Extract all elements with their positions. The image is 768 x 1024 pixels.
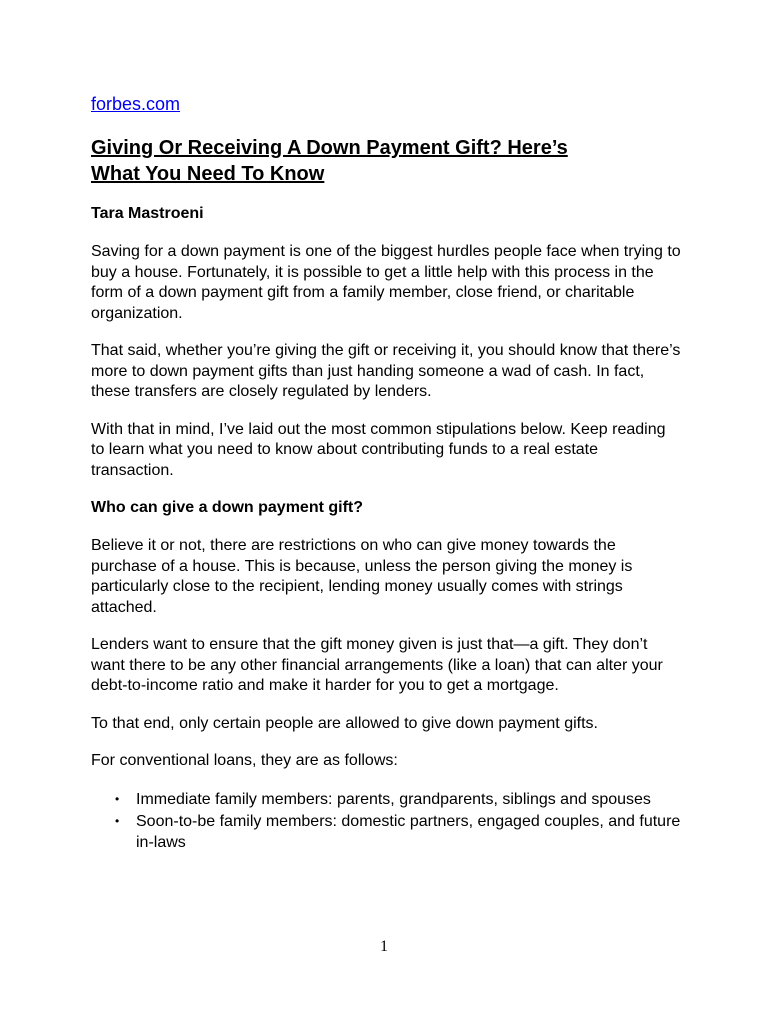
list-item-text: Soon-to-be family members: domestic partners, engaged couples, and future in-laws <box>136 812 681 851</box>
document-body <box>91 93 681 854</box>
source-link[interactable]: forbes.com <box>91 94 181 114</box>
page-number: 1 <box>380 938 388 955</box>
intro-paragraph-1: Saving for a down payment is one of the biggest hurdles people face when trying to buy a house. Fortunately, it is possible to get a little help with this process in the form of a down payment gift from a family member, close friend, or charitable organization. <box>91 243 681 322</box>
section-paragraph-3: To that end, only certain people are allowed to give down payment gifts. <box>91 714 598 732</box>
article-title-line-2: What You Need To Know <box>91 163 325 185</box>
article-title <box>91 135 681 187</box>
author-name: Tara Mastroeni <box>91 205 204 222</box>
section-paragraph-2: Lenders want to ensure that the gift money given is just that—a gift. They don’t want there to be any other financial arrangements (like a loan) that can alter your debt-to-income ratio and make it harder for you to get a mortgage. <box>91 636 663 694</box>
list-item <box>91 789 681 810</box>
article-title-line-1: Giving Or Receiving A Down Payment Gift? Here’s <box>91 137 568 159</box>
eligible-givers-list <box>91 789 681 853</box>
section-heading: Who can give a down payment gift? <box>91 499 364 516</box>
intro-paragraph-2: That said, whether you’re giving the gift or receiving it, you should know that there’s more to down payment gifts than just handing someone a wad of cash. In fact, these transfers are closely regulated by lenders. <box>91 342 681 400</box>
section-paragraph-4: For conventional loans, they are as follows: <box>91 752 398 769</box>
bullet-icon: • <box>115 791 120 806</box>
intro-paragraph-3: With that in mind, I’ve laid out the most common stipulations below. Keep reading to learn what you need to know about contributing funds to a real estate transaction. <box>91 420 666 479</box>
section-paragraph-1: Believe it or not, there are restrictions on who can give money towards the purchase of a house. This is because, unless the person giving the money is particularly close to the recipient, lending money usually comes with strings attached. <box>91 537 633 616</box>
list-item <box>91 811 681 853</box>
bullet-icon: • <box>115 813 120 828</box>
list-item-text: Immediate family members: parents, grandparents, siblings and spouses <box>136 790 651 808</box>
